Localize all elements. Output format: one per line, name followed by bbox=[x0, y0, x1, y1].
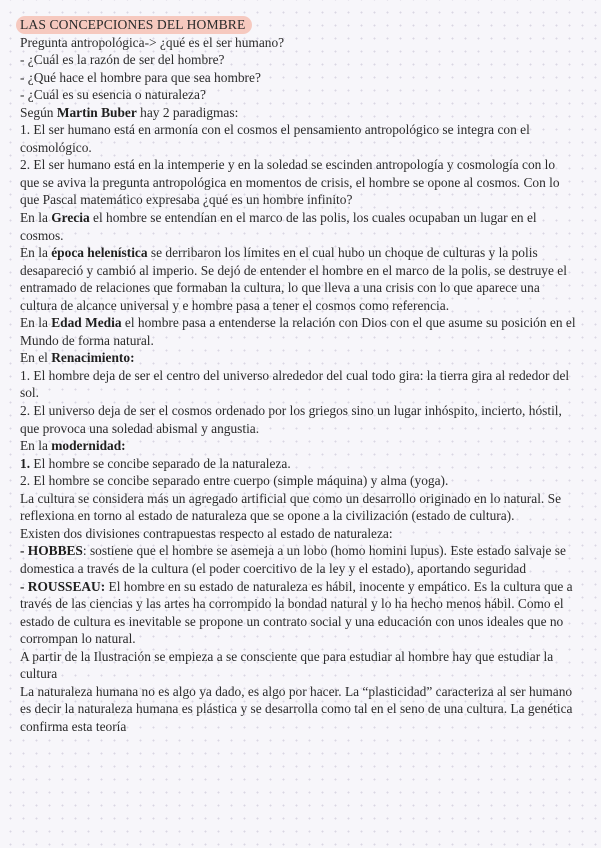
cultura-paragraph: La cultura se considera más un agregado artificial que como un desarrollo originado en lo natural. Se reflexiona en torno al estado de naturaleza que se opone a la civilización (estado de cultura). bbox=[20, 490, 562, 524]
hobbes-paragraph: - HOBBES: sostiene que el hombre se asemeja a un lobo (homo homini lupus). Este estado salvaje se domestica a través de la cultura (el poder coercitivo de la ley y el estado), aportando seguridad bbox=[20, 543, 566, 576]
edad-media-paragraph: En la Edad Media el hombre pasa a entenderse la relación con Dios con el que asume su posición en el Mundo de forma natural. bbox=[20, 315, 576, 348]
renacimiento-heading: En el Renacimiento: bbox=[20, 350, 135, 366]
ilustracion-paragraph: A partir de la Ilustración se empieza a se consciente que para estudiar al hombre hay que estudiar la cultura bbox=[20, 648, 554, 682]
question-item: - ¿Qué hace el hombre para que sea hombre? bbox=[20, 69, 261, 85]
document-page bbox=[20, 16, 576, 735]
helenistica-paragraph: En la época helenística se derribaron los límites en el cual hubo un choque de culturas y la polis desapareció y cambió al imperio. Se dejó de entender el hombre en el marco de la polis, se destruye el entramado de relaciones que formaban la cultura, lo que lleva a una crisis con lo que aparece una cultura de alcance universal y e hombre pasa a tener el cosmos como referencia. bbox=[20, 245, 567, 313]
rousseau-term: - ROUSSEAU: bbox=[20, 578, 106, 594]
rousseau-paragraph: - ROUSSEAU: El hombre en su estado de naturaleza es hábil, inocente y empático. Es la cultura que a través de las ciencias y las artes ha corrompido la bondad natural y lo ha hecho menos hábil. Como el estado de cultura es inevitable se propone un contrato social y una educación con unos ideales que no corrompan lo natural. bbox=[20, 578, 573, 647]
hobbes-term: - HOBBES bbox=[20, 543, 83, 559]
modernidad-point-2: 2. El hombre se concibe separado entre cuerpo (simple máquina) y alma (yoga). bbox=[20, 473, 449, 489]
buber-paradigm-2: 2. El ser humano está en la intemperie y en la soledad se escinden antropología y cosmología con lo que se aviva la pregunta antropológica en momentos de crisis, el hombre se opone al cosmos. Con lo que Pascal matemático expresaba ¿qué es un hombre infinito? bbox=[20, 157, 560, 208]
question-item: - ¿Cuál es la razón de ser del hombre? bbox=[20, 52, 225, 68]
question-intro: Pregunta antropológica-> ¿qué es el ser humano? bbox=[20, 34, 285, 50]
title-line bbox=[20, 16, 576, 34]
question-item: - ¿Cuál es su esencia o naturaleza? bbox=[20, 87, 206, 103]
grecia-paragraph: En la Grecia el hombre se entendían en el marco de las polis, los cuales ocupaban un lugar en el cosmos. bbox=[20, 210, 537, 243]
renacimiento-term: Renacimiento: bbox=[51, 350, 135, 366]
buber-name: Martin Buber bbox=[56, 104, 137, 120]
buber-intro: Según Martin Buber hay 2 paradigmas: bbox=[20, 104, 239, 120]
renacimiento-point-2: 2. El universo deja de ser el cosmos ordenado por los griegos sino un lugar inhóspito, incierto, hóstil, que provoca una soledad abismal y angustia. bbox=[20, 403, 562, 436]
modernidad-point-1: 1. El hombre se concibe separado de la naturaleza. bbox=[20, 455, 291, 471]
divisiones-paragraph: Existen dos divisiones contrapuestas respecto al estado de naturaleza: bbox=[20, 525, 393, 541]
modernidad-term: modernidad: bbox=[51, 438, 126, 454]
document-title: LAS CONCEPCIONES DEL HOMBRE bbox=[16, 16, 252, 34]
edad-media-term: Edad Media bbox=[51, 315, 122, 331]
helenistica-term: época helenística bbox=[51, 245, 148, 261]
naturaleza-paragraph: La naturaleza humana no es algo ya dado, es algo por hacer. La “plasticidad” caracteriza al ser humano es decir la naturaleza humana es plástica y se desarrolla como tal en el seno de una cultura. La genética confirma esta teoría bbox=[20, 683, 573, 734]
buber-paradigm-1: 1. El ser humano está en armonía con el cosmos el pensamiento antropológico se integra con el cosmológico. bbox=[20, 122, 530, 155]
renacimiento-point-1: 1. El hombre deja de ser el centro del universo alrededor del cual todo gira: la tierra gira al rededor del sol. bbox=[20, 367, 570, 401]
modernidad-heading: En la modernidad: bbox=[20, 438, 126, 454]
grecia-term: Grecia bbox=[51, 210, 90, 226]
